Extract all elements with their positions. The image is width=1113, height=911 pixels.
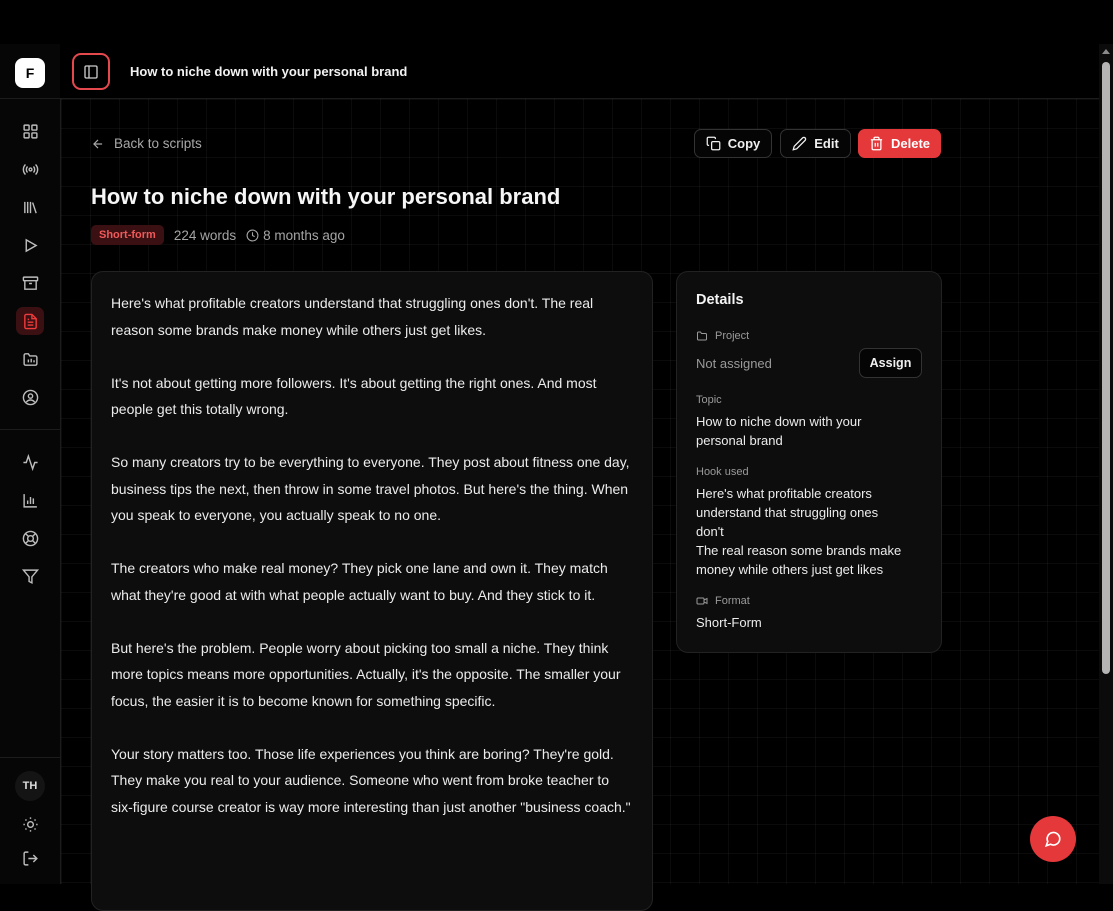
header-title: How to niche down with your personal brand xyxy=(130,64,408,79)
format-badge: Short-form xyxy=(91,225,164,245)
help-buoy-icon[interactable] xyxy=(16,524,44,552)
top-bar xyxy=(60,44,1099,99)
edit-button[interactable] xyxy=(780,129,851,158)
play-icon[interactable] xyxy=(16,231,44,259)
project-label-text: Project xyxy=(715,330,750,342)
updated-time xyxy=(246,228,345,243)
scroll-up-arrow-icon[interactable] xyxy=(1102,49,1110,54)
delete-label: Delete xyxy=(890,136,931,151)
topic-value: How to niche down with your personal brand xyxy=(696,414,862,448)
main-content xyxy=(61,99,1099,884)
folder-icon[interactable] xyxy=(16,345,44,373)
details-heading: Details xyxy=(696,292,744,308)
user-circle-icon[interactable] xyxy=(16,383,44,411)
app-logo[interactable]: F xyxy=(15,58,45,88)
project-value: Not assigned xyxy=(696,356,772,371)
sidebar xyxy=(0,44,61,884)
script-meta xyxy=(91,225,345,245)
copy-icon xyxy=(706,136,721,151)
script-paragraph: It's not about getting more followers. It's about getting the right ones. And most people get this totally wrong. xyxy=(111,374,597,417)
word-count: 224 words xyxy=(173,227,237,243)
chat-bubble-icon xyxy=(1044,830,1062,848)
logout-icon[interactable] xyxy=(16,844,44,872)
script-paragraph: Here's what profitable creators understand that struggling ones don't. The real reason some brands make money while others just get likes. xyxy=(111,295,594,338)
page-scrollbar[interactable] xyxy=(1099,44,1113,884)
back-to-scripts-link[interactable] xyxy=(91,136,202,151)
pencil-icon xyxy=(792,136,807,151)
sidebar-divider xyxy=(0,429,60,430)
script-paragraph: Your story matters too. Those life experiences you think are boring? They're gold. They make you real to your audience. Someone who went from broke teacher to six-figure course creator is way more interesting than just another "business coach." xyxy=(111,745,631,815)
script-content-card xyxy=(91,271,653,911)
sidebar-toggle-button[interactable] xyxy=(72,53,110,90)
hook-line-2: The real reason some brands make money while others just get likes xyxy=(696,543,902,577)
broadcast-icon[interactable] xyxy=(16,155,44,183)
format-value: Short-Form xyxy=(696,615,762,630)
script-paragraph: But here's the problem. People worry about picking too small a niche. They think more topics means more opportunities. Actually, it's the opposite. The smaller your focus, the easier it is to become known for something specific. xyxy=(111,639,621,709)
chat-button[interactable] xyxy=(1030,816,1076,862)
details-card xyxy=(676,271,942,653)
project-label xyxy=(696,330,749,342)
document-icon[interactable] xyxy=(16,307,44,335)
panel-icon xyxy=(83,64,99,80)
sun-icon[interactable] xyxy=(16,810,44,838)
hook-line-1: Here's what profitable creators understand that struggling ones don't xyxy=(696,486,879,539)
video-icon xyxy=(696,595,708,607)
sidebar-divider xyxy=(0,757,60,758)
format-label xyxy=(696,595,750,607)
folder-icon xyxy=(696,330,708,342)
hook-label: Hook used xyxy=(696,466,749,478)
delete-button[interactable] xyxy=(858,129,941,158)
activity-icon[interactable] xyxy=(16,448,44,476)
archive-icon[interactable] xyxy=(16,269,44,297)
format-label-text: Format xyxy=(715,595,750,607)
back-label: Back to scripts xyxy=(114,136,202,151)
assign-button[interactable]: Assign xyxy=(859,348,922,378)
arrow-left-icon xyxy=(91,137,105,151)
sidebar-divider xyxy=(0,98,60,99)
updated-text: 8 months ago xyxy=(263,227,345,243)
avatar[interactable]: TH xyxy=(15,771,45,801)
topic-label: Topic xyxy=(696,394,722,406)
copy-label: Copy xyxy=(727,136,761,151)
clock-icon xyxy=(246,229,259,242)
script-paragraph: So many creators try to be everything to everyone. They post about fitness one day, business tips the next, then throw in some travel photos. But here's the thing. When you speak to everyone, you actually speak to no one. xyxy=(111,454,630,523)
dashboard-icon[interactable] xyxy=(16,117,44,145)
bar-chart-icon[interactable] xyxy=(16,486,44,514)
edit-label: Edit xyxy=(814,136,839,151)
trash-icon xyxy=(869,136,884,151)
filter-icon[interactable] xyxy=(16,562,44,590)
script-paragraph: The creators who make real money? They pick one lane and own it. They match what they're good at with what people actually want to buy. And they stick to it. xyxy=(111,560,608,603)
copy-button[interactable] xyxy=(694,129,772,158)
page-title: How to niche down with your personal brand xyxy=(91,184,561,209)
scroll-thumb[interactable] xyxy=(1102,62,1110,674)
library-icon[interactable] xyxy=(16,193,44,221)
